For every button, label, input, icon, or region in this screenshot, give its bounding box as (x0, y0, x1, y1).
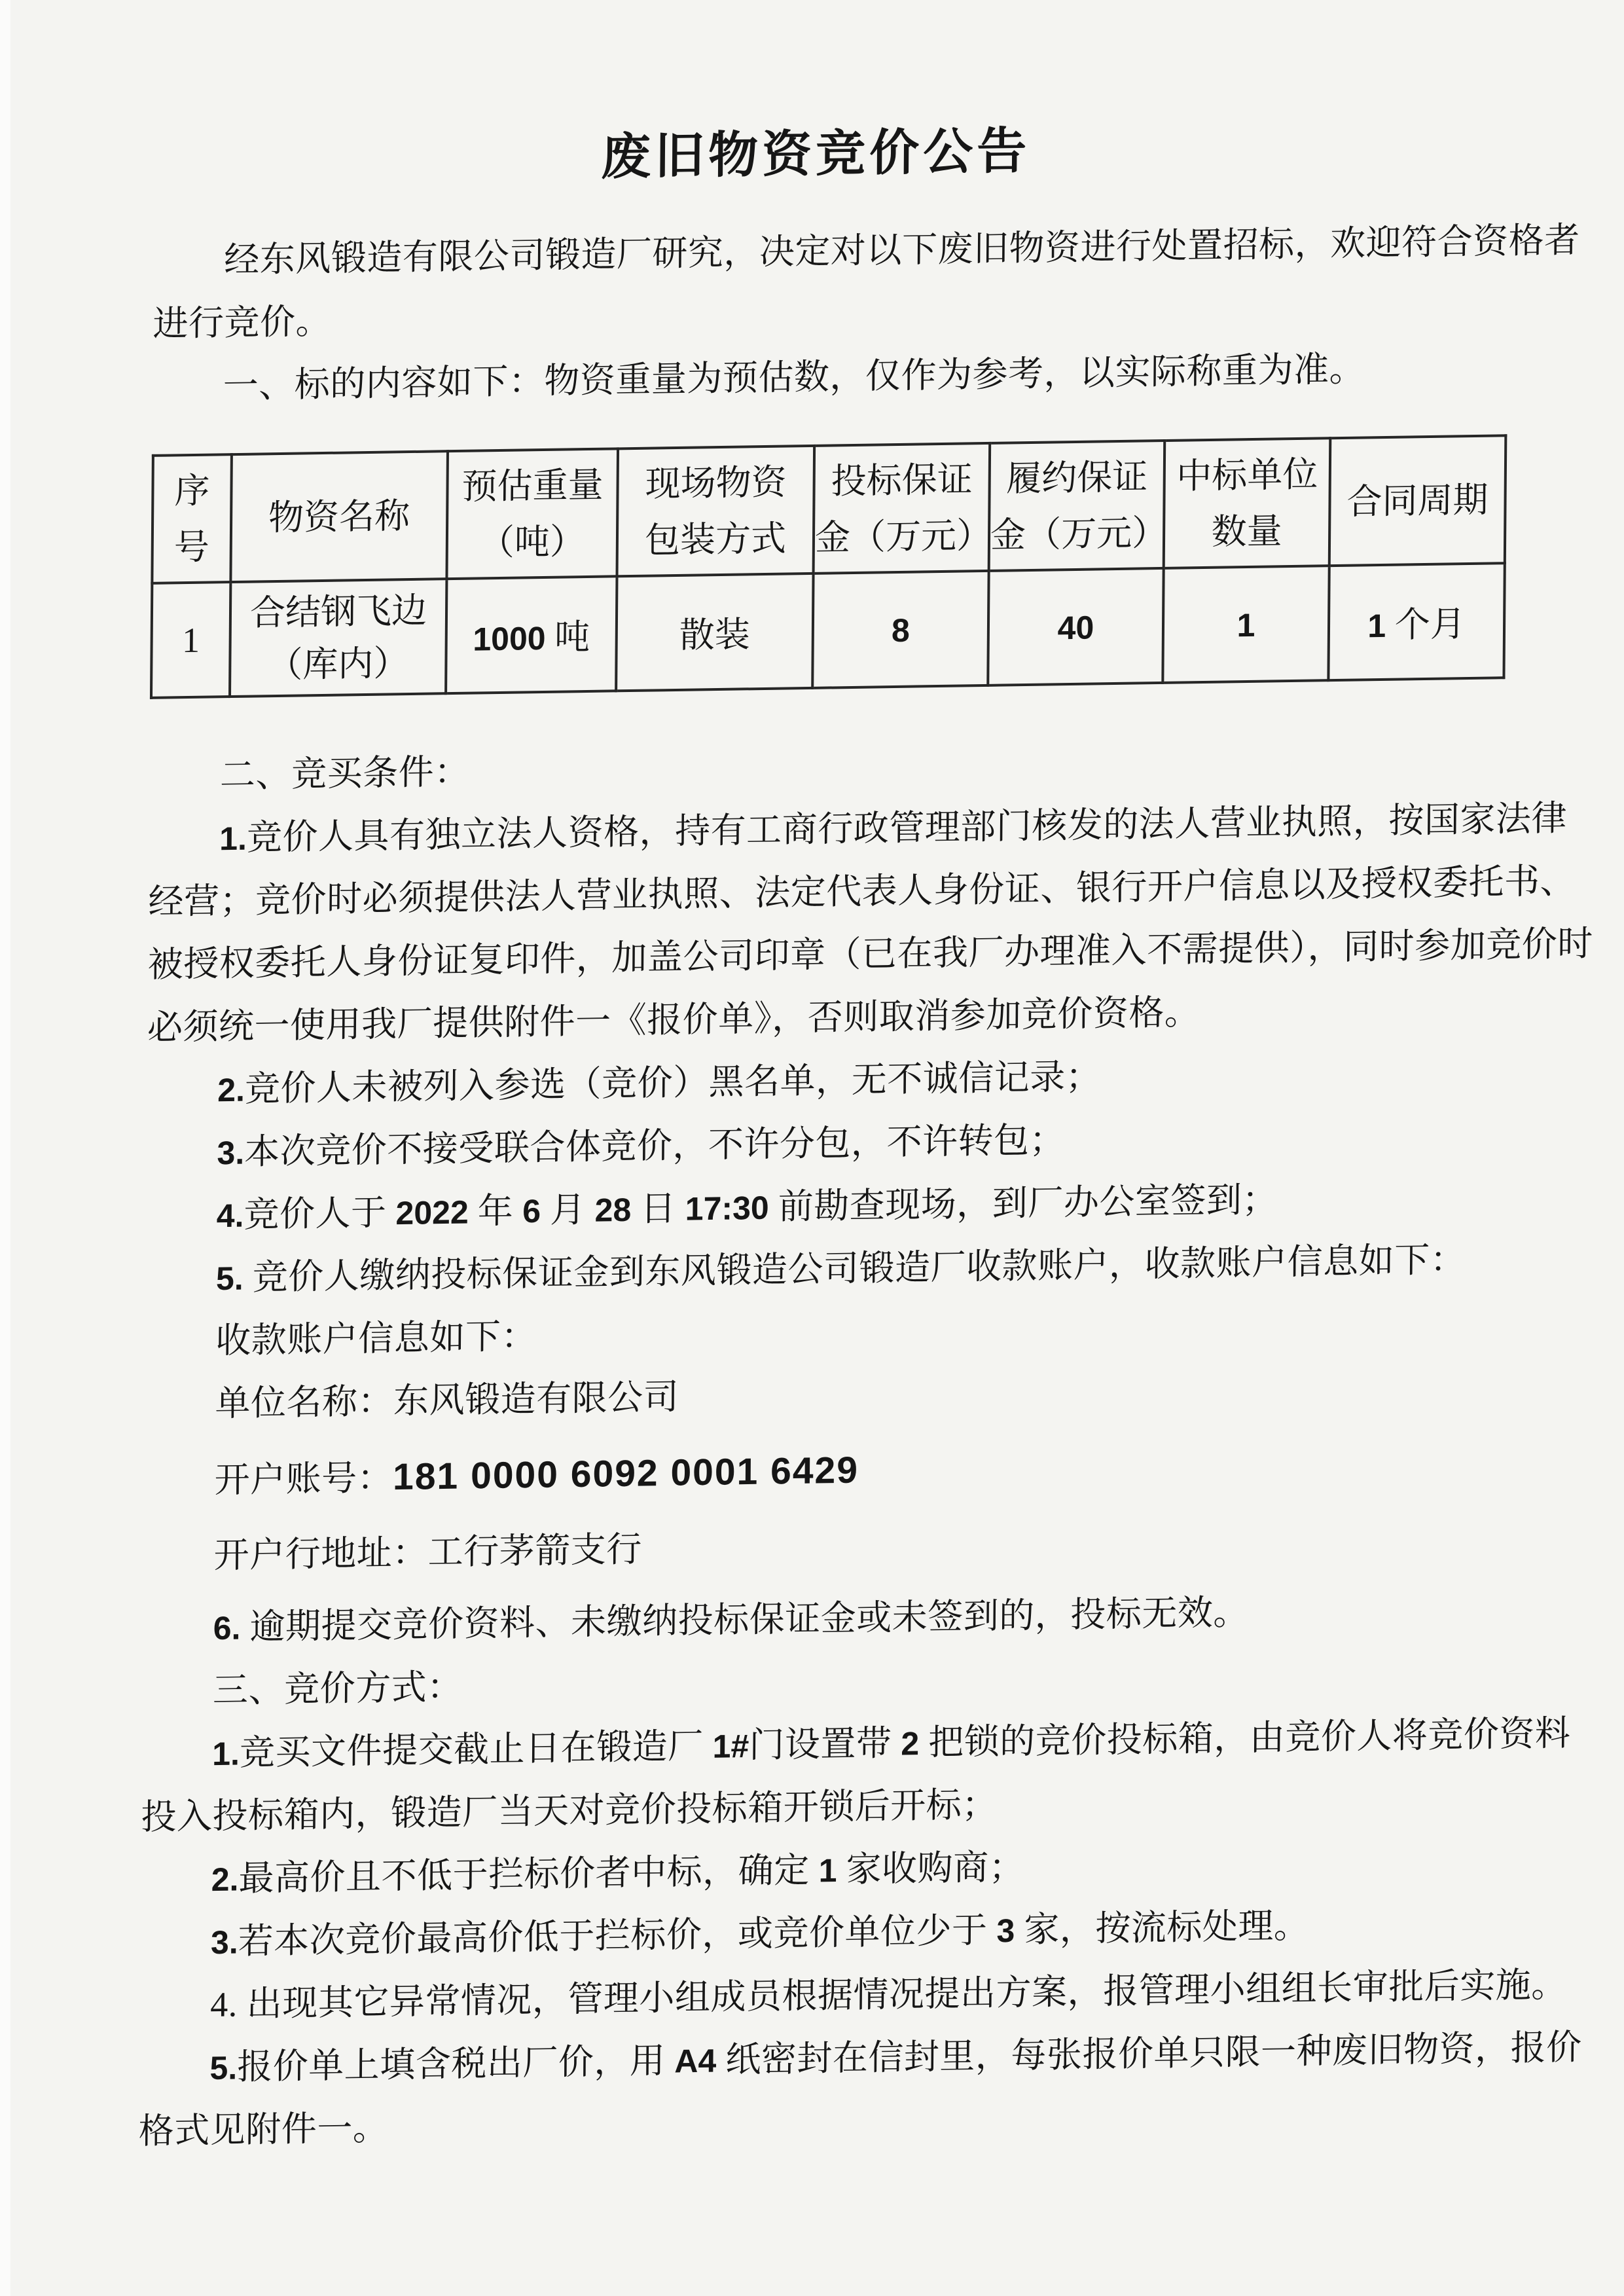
text-segment: 纸密封在信封里，每张报价单只限一种废旧物资，报价 (716, 2027, 1582, 2080)
cell-bid-deposit (812, 571, 988, 688)
table-data-row (151, 563, 1505, 698)
cell-weight (446, 576, 617, 693)
page-title: 废旧物资竞价公告 (600, 124, 1031, 185)
bold-number: 3. (217, 1134, 245, 1172)
text-segment: 经东风锻造有限公司锻造厂研究，决定对以下废旧物资进行处置招标，欢迎符合资格者 (224, 220, 1580, 280)
text-segment: 单位名称：东风锻造有限公司 (215, 1377, 679, 1424)
bold-number: 2022 (395, 1194, 469, 1232)
text-segment: 家收购商； (837, 1847, 1025, 1889)
text-segment: 家，按流标处理。 (1015, 1906, 1310, 1950)
col-header-packing: 现场物资 包装方式 (617, 446, 815, 576)
bold-number: 1. (219, 820, 247, 858)
text-segment: 一、标的内容如下：物资重量为预估数，仅作为参考，以实际称重为准。 (223, 349, 1365, 406)
text-segment: 竞价人缴纳投标保证金到东风锻造公司锻造厂收款账户，收款账户信息如下： (243, 1239, 1466, 1298)
bold-number: 1 (818, 1851, 837, 1889)
bold-number: 1000 (473, 619, 546, 658)
text-segment: 竞价人具有独立法人资格，持有工商行政管理部门核发的法人营业执照，按国家法律 (246, 798, 1568, 858)
text-segment: 三、竞价方式： (212, 1667, 463, 1711)
col-header-material: 物资名称 (230, 451, 448, 582)
text-segment: 本次竞价不接受联合体竞价，不许分包，不许转包； (244, 1120, 1066, 1172)
cell-no: 1 (151, 582, 230, 698)
text-segment: 前勘查现场，到厂办公室签到； (768, 1180, 1278, 1227)
text-segment: 进行竞价。 (153, 301, 332, 344)
text-segment: 个月 (1385, 604, 1466, 645)
bold-number: 3 (996, 1912, 1015, 1950)
bold-number: 2. (217, 1071, 245, 1109)
col-header-winner-count: 中标单位 数量 (1164, 438, 1331, 568)
bold-number: 5. (215, 1260, 244, 1298)
text-segment: 年 (468, 1191, 523, 1231)
text-segment: 最高价且不低于拦标价者中标，确定 (238, 1850, 819, 1899)
text-segment: 吨 (545, 617, 590, 657)
text-segment: 报价单上填含税出厂价，用 (237, 2041, 675, 2087)
cell-contract-period (1328, 563, 1504, 680)
bold-number: 40 (1057, 609, 1094, 646)
account-number (143, 1428, 1598, 1512)
text-segment: 经营；竞价时必须提供法人营业执照、法定代表人身份证、银行开户信息以及授权委托书、 (148, 861, 1576, 922)
text-segment: 4. 出现其它异常情况，管理小组成员根据情况提出方案，报管理小组组长审批后实施。 (210, 1965, 1568, 2025)
bold-number: 2. (211, 1861, 239, 1899)
bold-number: 6 (522, 1192, 541, 1230)
bold-number: 1. (212, 1735, 240, 1773)
bold-number: 1 (1236, 606, 1255, 644)
bold-number: 28 (594, 1191, 632, 1229)
text-segment: 竞买文件提交截止日在锻造厂 (239, 1726, 713, 1773)
bold-number: 2 (901, 1725, 920, 1762)
text-segment: 门设置带 (749, 1723, 901, 1765)
text-segment: 被授权委托人身份证复印件，加盖公司印章（已在我厂办理准入不需提供），同时参加竞价时 (147, 924, 1594, 985)
bold-number: 5. (209, 2049, 238, 2087)
text-segment: 必须统一使用我厂提供附件一《报价单》，否则取消参加竞价资格。 (147, 992, 1200, 1048)
cell-material: 合结钢飞边 （库内） (230, 579, 446, 697)
text-segment: 投入投标箱内，锻造厂当天对竞价投标箱开锁后开标； (141, 1785, 998, 1837)
text-segment: 二、竞买条件： (219, 752, 470, 795)
col-header-contract-period: 合同周期 (1329, 435, 1506, 566)
text-segment: 收款账户信息如下： (215, 1316, 537, 1361)
text-segment: 格式见附件一。 (138, 2107, 389, 2151)
text-segment: 日 (631, 1188, 686, 1229)
cell-packing (616, 574, 813, 691)
text-segment: 逾期提交竞价资料、未缴纳投标保证金或未签到的，投标无效。 (240, 1592, 1250, 1647)
text-segment: 若本次竞价最高价低于拦标价，或竞价单位少于 (238, 1910, 997, 1961)
bold-number: 6. (213, 1609, 241, 1647)
text-segment: 竞价人于 (244, 1193, 396, 1235)
bold-number: 1# (712, 1727, 749, 1765)
account-bank-address (143, 1504, 1597, 1588)
text-segment: 月 (540, 1190, 595, 1230)
col-header-bid-deposit: 投标保证 金（万元） (814, 443, 990, 574)
bold-number: 1 (1367, 607, 1386, 645)
cell-winner-count (1163, 566, 1329, 683)
col-header-weight: 预估重量 （吨） (446, 448, 618, 579)
text-segment: 竞价人未被列入参选（竞价）黑名单，无不诚信记录； (244, 1057, 1102, 1109)
text-segment: 散装 (679, 615, 751, 655)
bold-number: 3. (210, 1923, 238, 1961)
col-header-no: 序 号 (152, 454, 232, 583)
text-segment: 开户账号： (214, 1458, 393, 1501)
table-header-row (152, 435, 1506, 583)
text-segment: 开户行地址：工行茅箭支行 (213, 1529, 643, 1576)
materials-table (150, 434, 1507, 699)
text-segment: 把锁的竞价投标箱，由竞价人将竞价资料 (918, 1713, 1571, 1763)
cell-performance-deposit (988, 568, 1163, 685)
bold-number: 17:30 (685, 1189, 769, 1228)
bold-number: 8 (891, 611, 911, 649)
bold-number: 181 0000 6092 0001 6429 (392, 1449, 859, 1499)
col-header-performance-deposit: 履约保证 金（万元） (989, 441, 1165, 571)
bold-number: A4 (674, 2042, 717, 2080)
bold-number: 4. (216, 1197, 244, 1235)
